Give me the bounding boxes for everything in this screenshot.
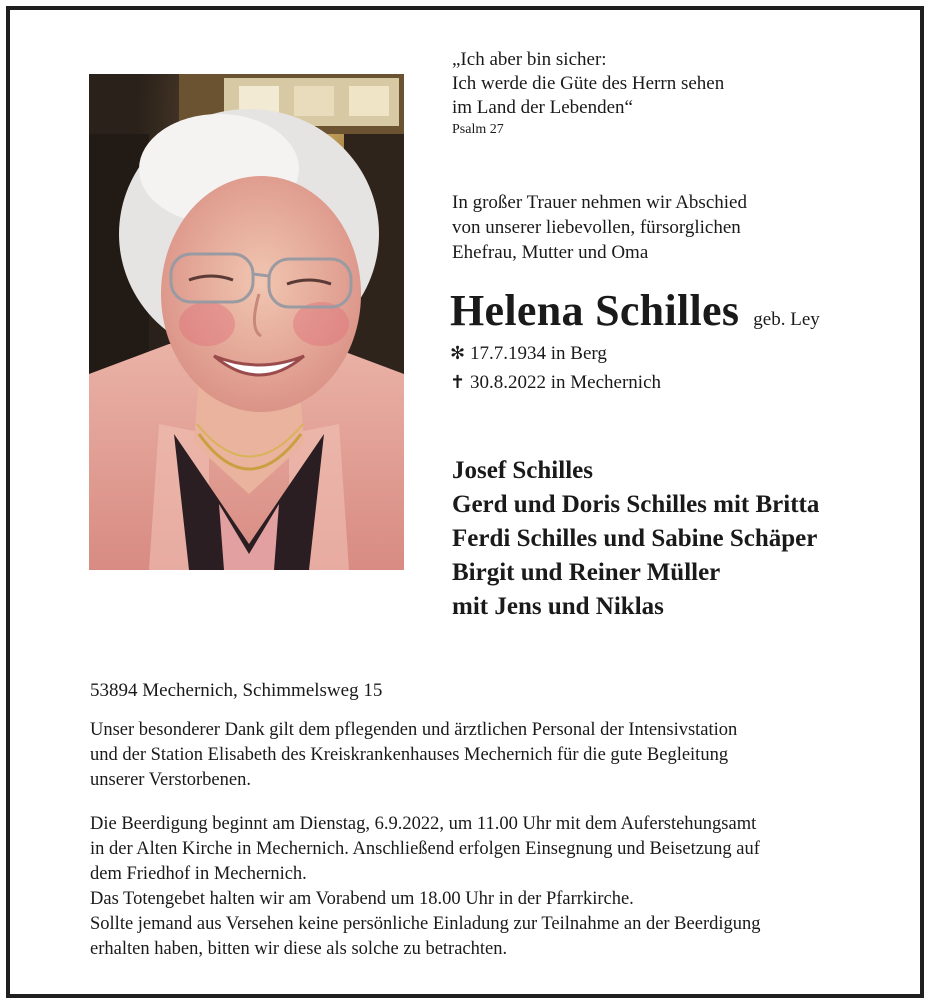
intro-text	[452, 190, 747, 265]
quote-line: Ich werde die Güte des Herrn sehen	[452, 73, 725, 94]
maiden-name: geb. Ley	[753, 309, 820, 330]
family-list	[452, 454, 819, 624]
portrait-photo	[89, 74, 404, 570]
thanks-line: unserer Verstorbenen.	[90, 770, 251, 790]
funeral-info	[90, 812, 761, 962]
death-cross-icon: ✝	[450, 372, 466, 393]
thanks-line: Unser besonderer Dank gilt dem pflegenden und ärztlichen Personal der Intensivstation	[90, 720, 738, 740]
family-address: 53894 Mechernich, Schimmelsweg 15	[90, 680, 383, 701]
funeral-line: in der Alten Kirche in Mechernich. Anschließend erfolgen Einsegnung und Beisetzung auf	[90, 839, 760, 859]
bible-quote	[452, 48, 724, 140]
intro-line: In großer Trauer nehmen wir Abschied	[452, 192, 747, 213]
portrait-illustration	[89, 74, 404, 570]
death-date: 30.8.2022 in Mechernich	[470, 372, 662, 393]
birth-star-icon: ✻	[450, 343, 466, 364]
thanks-paragraph	[90, 718, 737, 793]
quote-source: Psalm 27	[452, 122, 504, 137]
quote-line: „Ich aber bin sicher:	[452, 49, 607, 70]
funeral-line: Das Totengebet halten wir am Vorabend um 18.00 Uhr in der Pfarrkirche.	[90, 889, 634, 909]
family-member: Josef Schilles	[452, 457, 593, 484]
death-date-row	[450, 368, 661, 397]
deceased-name: Helena Schilles	[450, 286, 740, 335]
intro-line: Ehefrau, Mutter und Oma	[452, 242, 649, 263]
quote-line: im Land der Lebenden“	[452, 97, 633, 118]
funeral-line: Sollte jemand aus Versehen keine persönliche Einladung zur Teilnahme an der Beerdigung	[90, 914, 761, 934]
family-member: Birgit und Reiner Müller	[452, 559, 721, 586]
birth-date: 17.7.1934 in Berg	[470, 343, 607, 364]
family-member: mit Jens und Niklas	[452, 593, 664, 620]
family-member: Ferdi Schilles und Sabine Schäper	[452, 525, 818, 552]
funeral-line: dem Friedhof in Mechernich.	[90, 864, 307, 884]
life-dates	[450, 339, 661, 397]
family-member: Gerd und Doris Schilles mit Britta	[452, 491, 820, 518]
thanks-line: und der Station Elisabeth des Kreiskrankenhauses Mechernich für die gute Begleitung	[90, 745, 729, 765]
intro-line: von unserer liebevollen, fürsorglichen	[452, 217, 741, 238]
deceased-name-row	[450, 285, 820, 336]
funeral-line: Die Beerdigung beginnt am Dienstag, 6.9.2022, um 11.00 Uhr mit dem Auferstehungsamt	[90, 814, 757, 834]
obituary-notice	[6, 6, 924, 998]
funeral-line: erhalten haben, bitten wir diese als solche zu betrachten.	[90, 939, 508, 959]
birth-date-row	[450, 339, 661, 368]
